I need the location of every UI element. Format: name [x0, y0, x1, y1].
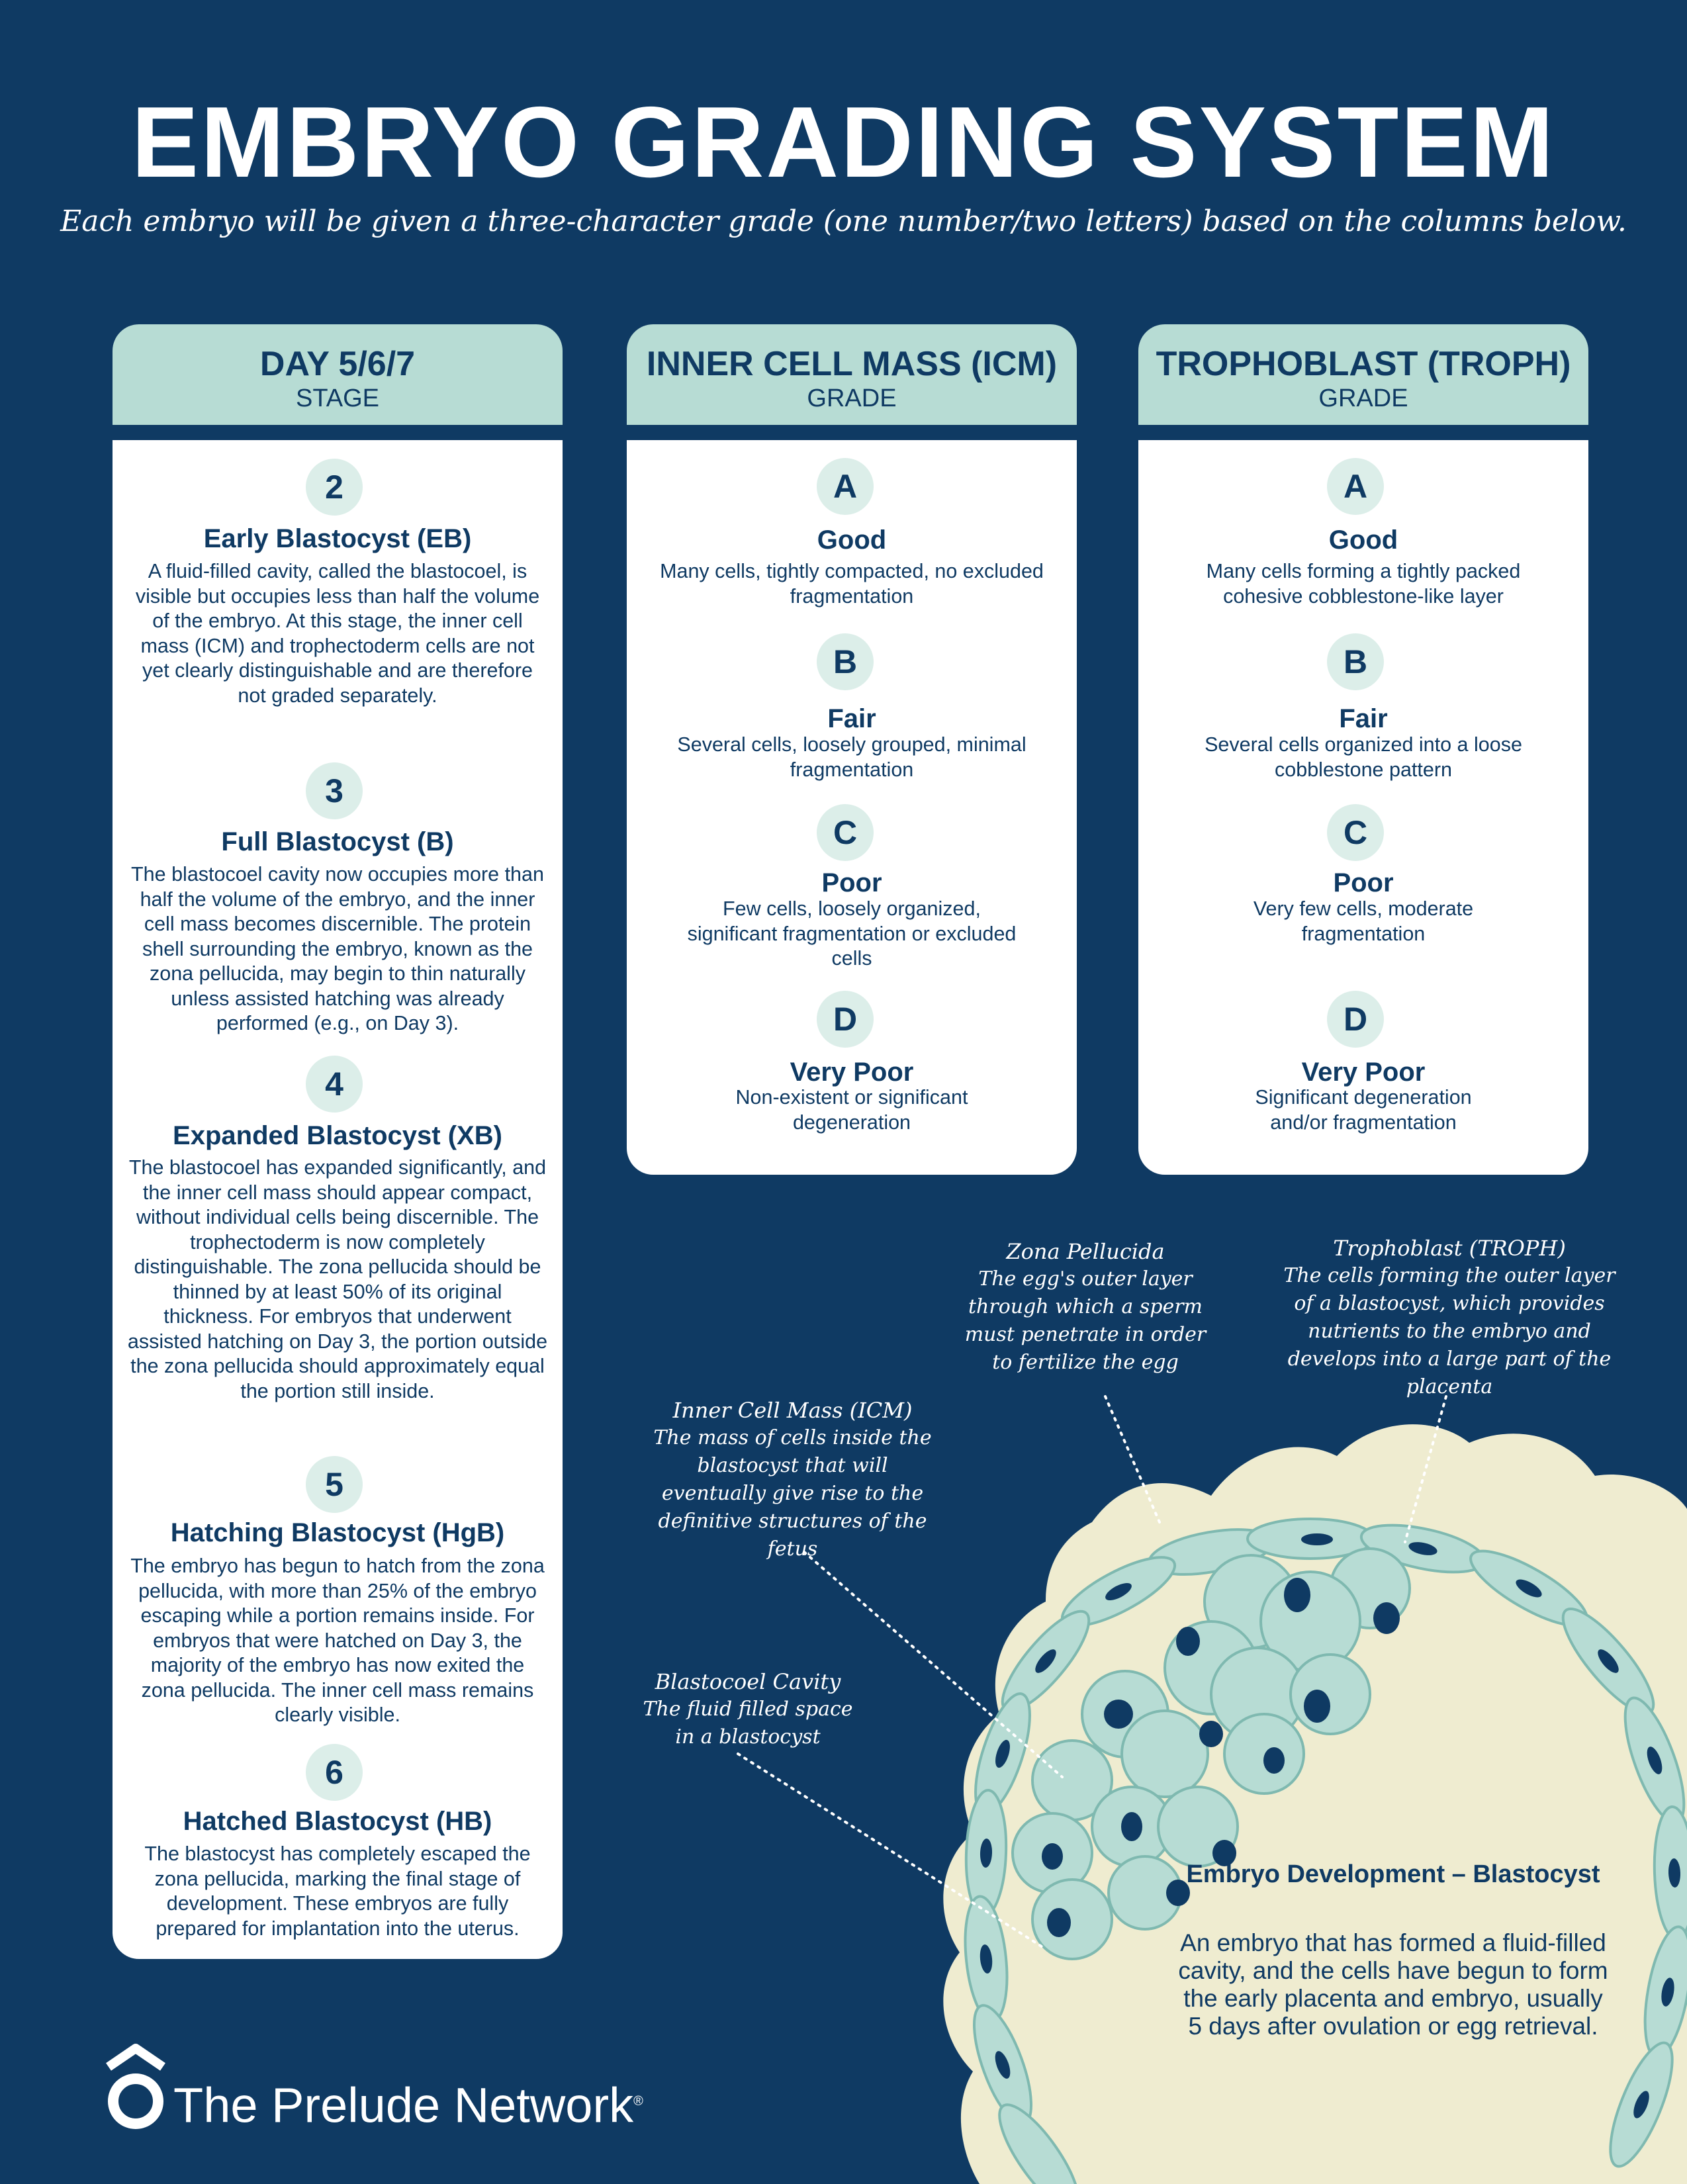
stage-desc-hatching-blastocyst: The embryo has begun to hatch from the zona pellucida, with more than 25% of the embryo escaping while a portion remains inside. For embryos that were hatched on Day 3, the majority of the embryo has now exited the zona pellucida. The inner cell mass remains clearly visible. — [130, 1555, 545, 1726]
zona-pellucida-title: Zona Pellucida — [1006, 1239, 1165, 1264]
troph-desc-very-poor: Significant degeneration and/or fragmentation — [1255, 1086, 1472, 1134]
brand-name-text: The Prelude Network — [173, 2077, 634, 2133]
icm-column-subtitle: GRADE — [807, 385, 897, 412]
troph-title-fair: Fair — [1339, 704, 1388, 733]
troph-desc-fair: Several cells organized into a loose cobblestone pattern — [1205, 733, 1522, 781]
blastocoel-cavity-desc: The fluid filled space in a blastocyst — [643, 1698, 853, 1749]
troph-column-subtitle: GRADE — [1318, 385, 1408, 412]
troph-badge-b: B — [1327, 633, 1384, 690]
annotation-inner-cell-mass — [645, 1396, 940, 1563]
inner-cell-mass-title: Inner Cell Mass (ICM) — [672, 1398, 913, 1423]
inner-cell-mass-desc: The mass of cells inside the blastocyst that will eventually give rise to the definitive structures of the fetus — [653, 1426, 932, 1561]
troph-title-good: Good — [1328, 525, 1398, 555]
troph-badge-d: D — [1327, 991, 1384, 1048]
stage-title-early-blastocyst: Early Blastocyst (EB) — [203, 524, 472, 553]
icm-title-poor: Poor — [821, 868, 882, 897]
icm-title-very-poor: Very Poor — [790, 1058, 914, 1087]
zona-pellucida-desc: The egg's outer layer through which a sperm must penetrate in order to fertilize the egg — [964, 1267, 1207, 1374]
stage-title-hatched-blastocyst: Hatched Blastocyst (HB) — [183, 1807, 492, 1836]
icm-badge-a: A — [817, 458, 874, 515]
stage-desc-early-blastocyst: A fluid-filled cavity, called the blastocoel, is visible but occupies less than half the volume of the embryo. At this stage, the inner cell mass (ICM) and trophectoderm cells are not yet clearly distinguishable and are therefore not graded separately. — [135, 560, 540, 707]
troph-desc-good: Many cells forming a tightly packed cohesive cobblestone-like layer — [1206, 560, 1521, 608]
stage-desc-expanded-blastocyst: The blastocoel has expanded significantly, and the inner cell mass should appear compact, without individual cells being discernible. The trophectoderm is now completely distinguishable. The zona pellucida should be thinned by at least 50% of its original thickness. For embryos that underwent assisted hatching on Day 3, the portion outside the zona pellucida should approximately equal the portion still inside. — [127, 1156, 548, 1402]
page-subtitle: Each embryo will be given a three-character grade (one number/two letters) based on the columns below. — [60, 205, 1627, 238]
stage-badge-5: 5 — [306, 1456, 363, 1513]
stage-title-expanded-blastocyst: Expanded Blastocyst (XB) — [173, 1121, 502, 1150]
icm-column-title: INNER CELL MASS (ICM) — [646, 345, 1058, 383]
stage-column-subtitle: STAGE — [296, 385, 379, 412]
troph-badge-a: A — [1327, 458, 1384, 515]
trophoblast-title: Trophoblast (TROPH) — [1333, 1236, 1566, 1261]
stage-desc-hatched-blastocyst: The blastocyst has completely escaped the zona pellucida, marking the final stage of development. These embryos are fully prepared for implantation into the uterus. — [144, 1843, 531, 1940]
troph-title-very-poor: Very Poor — [1301, 1058, 1426, 1087]
blastocyst-caption-text: An embryo that has formed a fluid-filled cavity, and the cells have begun to form the early placenta and embryo, usually 5 days after ovulation or egg retrieval. — [1178, 1929, 1608, 2040]
annotation-zona-pellucida — [953, 1238, 1218, 1377]
troph-title-poor: Poor — [1333, 868, 1394, 897]
annotation-trophoblast — [1277, 1234, 1621, 1401]
blastocyst-caption-title: Embryo Development – Blastocyst — [1186, 1860, 1600, 1888]
stage-title-full-blastocyst: Full Blastocyst (B) — [221, 827, 454, 856]
icm-badge-c: C — [817, 804, 874, 861]
icm-badge-b: B — [817, 633, 874, 690]
brand-registered-mark: ® — [633, 2094, 643, 2109]
brand-name — [173, 2071, 643, 2136]
icm-title-fair: Fair — [827, 704, 876, 733]
icm-desc-poor: Few cells, loosely organized, significant fragmentation or excluded cells — [687, 897, 1017, 970]
stage-desc-full-blastocyst: The blastocoel cavity now occupies more than half the volume of the embryo, and the inner cell mass becomes discernible. The protein shell surrounding the embryo, known as the zona pellucida, may begin to thin naturally unless assisted hatching was already performed (e.g., on Day 3). — [131, 863, 544, 1034]
troph-column-title: TROPHOBLAST (TROPH) — [1156, 345, 1571, 383]
blastocoel-cavity-title: Blastocoel Cavity — [655, 1669, 841, 1694]
prelude-logo-icon — [99, 2035, 172, 2134]
stage-badge-3: 3 — [306, 762, 363, 819]
stage-badge-4: 4 — [306, 1056, 363, 1113]
icm-desc-fair: Several cells, loosely grouped, minimal fragmentation — [677, 733, 1026, 781]
trophoblast-desc: The cells forming the outer layer of a blastocyst, which provides nutrients to the embryo and develops into a large part of the placenta — [1283, 1264, 1616, 1398]
stage-column-title: DAY 5/6/7 — [259, 345, 416, 383]
page-title: EMBRYO GRADING SYSTEM — [131, 86, 1556, 199]
icm-desc-good: Many cells, tightly compacted, no excluded fragmentation — [660, 560, 1044, 608]
annotation-blastocoel-cavity — [635, 1668, 860, 1751]
stage-title-hatching-blastocyst: Hatching Blastocyst (HgB) — [170, 1518, 505, 1547]
stage-badge-6: 6 — [306, 1744, 363, 1801]
troph-badge-c: C — [1327, 804, 1384, 861]
troph-desc-poor: Very few cells, moderate fragmentation — [1253, 897, 1474, 945]
icm-title-good: Good — [817, 525, 887, 555]
icm-badge-d: D — [817, 991, 874, 1048]
icm-desc-very-poor: Non-existent or significant degeneration — [735, 1086, 968, 1134]
stage-badge-2: 2 — [306, 459, 363, 516]
